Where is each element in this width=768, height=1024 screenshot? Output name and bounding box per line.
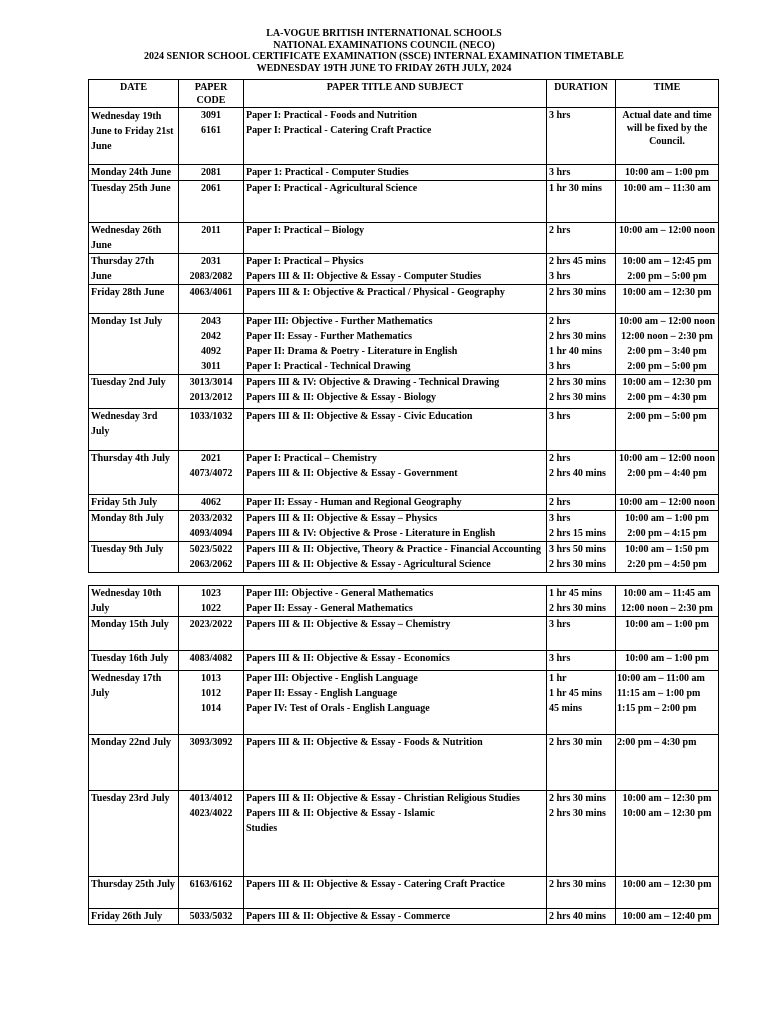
paper-code: 2023/2022 — [189, 619, 233, 630]
paper-title: Papers III & II: Objective & Essay - Agricultural Science — [246, 559, 491, 570]
exam-date: Thursday 4th July — [89, 451, 179, 495]
time-cell — [616, 542, 719, 573]
paper-title: Paper II: Essay - General Mathematics — [246, 603, 413, 614]
duration: 2 hrs 45 mins — [549, 256, 606, 267]
time-cell — [616, 285, 719, 314]
exam-date: Monday 8th July — [89, 511, 179, 542]
paper-title: Paper II: Essay - Human and Regional Geography — [246, 497, 462, 508]
table-row — [89, 285, 719, 314]
table-row — [89, 542, 719, 573]
table-row — [89, 511, 719, 542]
time-cell — [616, 451, 719, 495]
duration: 2 hrs 15 mins — [549, 528, 606, 539]
paper-code-cell — [179, 108, 244, 165]
table-row — [89, 735, 719, 791]
duration: 2 hrs 40 mins — [549, 468, 606, 479]
time-slot: 11:15 am – 1:00 pm — [617, 688, 701, 699]
duration: 3 hrs — [549, 411, 571, 422]
duration: 2 hrs — [549, 225, 571, 236]
paper-code: 4083/4082 — [189, 653, 233, 664]
paper-code: 1014 — [201, 703, 221, 714]
time-slot: 10:00 am – 1:00 pm — [625, 619, 709, 630]
exam-date: Monday 1st July — [89, 314, 179, 375]
time-slot: 12:00 noon – 2:30 pm — [621, 331, 713, 342]
duration: 3 hrs — [549, 619, 571, 630]
paper-title-cell — [244, 451, 547, 495]
time-cell — [616, 617, 719, 651]
paper-code-cell — [179, 617, 244, 651]
timetable-part-2 — [88, 585, 719, 925]
time-cell — [616, 375, 719, 409]
duration: 3 hrs — [549, 361, 571, 372]
paper-code: 4062 — [201, 497, 221, 508]
time-cell — [616, 791, 719, 877]
paper-code: 1012 — [201, 688, 221, 699]
duration: 45 mins — [549, 703, 583, 714]
paper-title: Papers III & II: Objective & Essay - Biology — [246, 392, 436, 403]
table-row — [89, 451, 719, 495]
paper-title-cell — [244, 586, 547, 617]
paper-code: 4063/4061 — [189, 287, 233, 298]
table-row — [89, 495, 719, 511]
duration-cell — [547, 451, 616, 495]
paper-title: Paper 1: Practical - Computer Studies — [246, 167, 409, 178]
time-slot: 2:00 pm – 4:30 pm — [627, 392, 707, 403]
exam-date: Tuesday 9th July — [89, 542, 179, 573]
paper-code: 2031 — [201, 256, 221, 267]
table-row — [89, 617, 719, 651]
duration: 3 hrs — [549, 110, 571, 121]
time-cell — [616, 495, 719, 511]
paper-title: Paper II: Drama & Poetry - Literature in English — [246, 346, 458, 357]
paper-code-cell — [179, 735, 244, 791]
exam-date: Wednesday 17th July — [89, 671, 179, 735]
duration-cell — [547, 181, 616, 223]
time-cell — [616, 181, 719, 223]
paper-title: Papers III & II: Objective & Essay - Foods & Nutrition — [246, 737, 483, 748]
paper-title: Papers III & II: Objective & Essay – Chemistry — [246, 619, 451, 630]
timetable-part-1 — [88, 79, 719, 573]
time-slot: 10:00 am – 1:50 pm — [625, 544, 709, 555]
paper-code-cell — [179, 671, 244, 735]
paper-title-cell — [244, 877, 547, 909]
paper-code: 1022 — [201, 603, 221, 614]
time-cell — [616, 909, 719, 925]
time-cell — [616, 165, 719, 181]
time-cell — [616, 586, 719, 617]
paper-title: Papers III & II: Objective & Essay - Christian Religious Studies — [246, 793, 520, 804]
paper-code-cell — [179, 223, 244, 254]
school-name: LA-VOGUE BRITISH INTERNATIONAL SCHOOLS — [266, 28, 502, 39]
paper-title: Paper I: Practical - Catering Craft Practice — [246, 125, 432, 136]
duration: 2 hrs — [549, 316, 571, 327]
paper-title: Paper III: Objective - Further Mathematics — [246, 316, 433, 327]
paper-title-cell — [244, 671, 547, 735]
paper-title: Papers III & II: Objective & Essay - Government — [246, 468, 458, 479]
paper-title: Paper I: Practical – Chemistry — [246, 453, 377, 464]
time-note: Actual date and time will be fixed by the Council. — [622, 110, 712, 147]
time-cell — [616, 254, 719, 285]
paper-code: 3093/3092 — [189, 737, 233, 748]
time-cell — [616, 651, 719, 671]
exam-date: Tuesday 25th June — [89, 181, 179, 223]
council-name: NATIONAL EXAMINATIONS COUNCIL (NECO) — [273, 39, 495, 51]
paper-title-cell — [244, 165, 547, 181]
duration: 1 hr 45 mins — [549, 588, 602, 599]
paper-title-cell — [244, 791, 547, 877]
paper-title: Papers III & II: Objective & Essay - Commerce — [246, 911, 451, 922]
time-slot: 10:00 am – 11:30 am — [623, 183, 711, 194]
paper-title: Papers III & II: Objective & Essay - Computer Studies — [246, 271, 482, 282]
column-header-paper-title: PAPER TITLE AND SUBJECT — [244, 80, 547, 108]
exam-date: Friday 28th June — [89, 285, 179, 314]
duration-cell — [547, 877, 616, 909]
duration-cell — [547, 254, 616, 285]
paper-code: 3011 — [201, 361, 221, 372]
duration: 1 hr 45 mins — [549, 688, 602, 699]
duration-cell — [547, 409, 616, 451]
paper-code: 6163/6162 — [189, 879, 233, 890]
duration-cell — [547, 108, 616, 165]
paper-title: Papers III & I: Objective & Practical / Physical - Geography — [246, 287, 505, 298]
paper-code: 2081 — [201, 167, 221, 178]
duration-cell — [547, 651, 616, 671]
paper-code-cell — [179, 791, 244, 877]
duration-cell — [547, 791, 616, 877]
paper-title-cell — [244, 909, 547, 925]
exam-date: Tuesday 16th July — [89, 651, 179, 671]
time-slot: 10:00 am – 1:00 pm — [625, 513, 709, 524]
paper-code-cell — [179, 181, 244, 223]
paper-code-cell — [179, 375, 244, 409]
paper-code: 2042 — [201, 331, 221, 342]
exam-date: Tuesday 2nd July — [89, 375, 179, 409]
exam-date: Thursday 25th July — [89, 877, 179, 909]
paper-title: Paper I: Practical – Biology — [246, 225, 365, 236]
duration: 2 hrs 40 mins — [549, 911, 606, 922]
time-cell — [616, 735, 719, 791]
time-slot: 2:00 pm – 5:00 pm — [627, 411, 707, 422]
exam-date: Wednesday 10th July — [89, 586, 179, 617]
paper-title: Papers III & II: Objective & Essay - Catering Craft Practice — [246, 879, 505, 890]
paper-code: 5033/5032 — [189, 911, 233, 922]
paper-code: 2061 — [201, 183, 221, 194]
paper-title-cell — [244, 375, 547, 409]
time-cell — [616, 671, 719, 735]
paper-code-cell — [179, 314, 244, 375]
exam-date: Wednesday 19th June to Friday 21st June — [89, 108, 179, 165]
paper-title: Papers III & II: Objective, Theory & Practice - Financial Accounting — [246, 544, 542, 555]
duration-cell — [547, 586, 616, 617]
paper-code: 1033/1032 — [189, 411, 233, 422]
exam-date: Monday 22nd July — [89, 735, 179, 791]
time-slot: 2:00 pm – 5:00 pm — [627, 361, 707, 372]
paper-code: 2083/2082 — [189, 271, 233, 282]
paper-title: Papers III & II: Objective & Essay - Civic Education — [246, 411, 473, 422]
paper-title-cell — [244, 651, 547, 671]
paper-title-cell — [244, 511, 547, 542]
time-cell — [616, 223, 719, 254]
document-header — [0, 28, 768, 74]
table-row — [89, 877, 719, 909]
duration-cell — [547, 375, 616, 409]
paper-title: Paper II: Essay - Further Mathematics — [246, 331, 412, 342]
column-header-paper-code: PAPER CODE — [179, 80, 244, 108]
paper-code-cell — [179, 651, 244, 671]
exam-title: 2024 SENIOR SCHOOL CERTIFICATE EXAMINATION (SSCE) INTERNAL EXAMINATION TIMETABLE — [144, 51, 624, 63]
paper-code-cell — [179, 511, 244, 542]
duration: 2 hrs 30 mins — [549, 331, 606, 342]
exam-date: Tuesday 23rd July — [89, 791, 179, 877]
time-slot: 10:00 am – 12:40 pm — [622, 911, 712, 922]
duration-cell — [547, 223, 616, 254]
paper-title: Papers III & IV: Objective & Prose - Literature in English — [246, 528, 496, 539]
duration: 3 hrs — [549, 653, 571, 664]
paper-code: 4092 — [201, 346, 221, 357]
duration: 2 hrs 30 mins — [549, 793, 606, 804]
paper-code: 3091 — [201, 110, 221, 121]
time-slot: 10:00 am – 12:45 pm — [622, 256, 712, 267]
time-slot: 12:00 noon – 2:30 pm — [621, 603, 713, 614]
duration: 2 hrs — [549, 497, 571, 508]
table-row — [89, 409, 719, 451]
paper-title-cell — [244, 314, 547, 375]
duration-cell — [547, 617, 616, 651]
duration-cell — [547, 735, 616, 791]
duration-cell — [547, 285, 616, 314]
exam-period: WEDNESDAY 19TH JUNE TO FRIDAY 26TH JULY, 2024 — [256, 62, 512, 74]
duration: 2 hrs 30 mins — [549, 559, 606, 570]
paper-code: 3013/3014 — [189, 377, 233, 388]
time-cell — [616, 511, 719, 542]
paper-code-cell — [179, 165, 244, 181]
exam-date: Friday 5th July — [89, 495, 179, 511]
time-cell — [616, 877, 719, 909]
paper-code: 1013 — [201, 673, 221, 684]
exam-date: Monday 24th June — [89, 165, 179, 181]
time-slot: 2:00 pm – 4:40 pm — [627, 468, 707, 479]
table-row — [89, 181, 719, 223]
paper-title-cell — [244, 735, 547, 791]
duration: 3 hrs — [549, 271, 571, 282]
paper-code-cell — [179, 409, 244, 451]
paper-code: 2063/2062 — [189, 559, 233, 570]
duration: 2 hrs 30 mins — [549, 392, 606, 403]
duration: 2 hrs 30 mins — [549, 287, 606, 298]
paper-title: Paper II: Essay - English Language — [246, 688, 398, 699]
paper-code: 4013/4012 — [189, 793, 233, 804]
paper-title: Paper I: Practical – Physics — [246, 256, 364, 267]
paper-code-cell — [179, 586, 244, 617]
duration-cell — [547, 542, 616, 573]
time-slot: 10:00 am – 12:00 noon — [618, 316, 716, 327]
column-header-date: DATE — [89, 80, 179, 108]
time-slot: 10:00 am – 11:00 am — [617, 673, 705, 684]
column-header-duration: DURATION — [547, 80, 616, 108]
time-cell — [616, 314, 719, 375]
paper-title: Papers III & II: Objective & Essay - Economics — [246, 653, 450, 664]
duration: 3 hrs 50 mins — [549, 544, 606, 555]
paper-title-cell — [244, 617, 547, 651]
paper-title: Paper III: Objective - General Mathematics — [246, 588, 434, 599]
time-slot: 2:00 pm – 4:30 pm — [617, 737, 697, 748]
paper-code-cell — [179, 909, 244, 925]
column-header-time: TIME — [616, 80, 719, 108]
time-slot: 10:00 am – 12:00 noon — [618, 453, 716, 464]
table-row — [89, 254, 719, 285]
paper-code-cell — [179, 495, 244, 511]
table-row — [89, 791, 719, 877]
table-row — [89, 671, 719, 735]
duration: 1 hr 30 mins — [549, 183, 602, 194]
paper-title-cell — [244, 409, 547, 451]
table-row — [89, 108, 719, 165]
exam-date: Wednesday 26th June — [89, 223, 179, 254]
time-slot: 10:00 am – 12:00 noon — [618, 225, 716, 236]
paper-code: 1023 — [201, 588, 221, 599]
duration-cell — [547, 909, 616, 925]
exam-date: Wednesday 3rd July — [89, 409, 179, 451]
paper-title: Papers III & II: Objective & Essay – Physics — [246, 513, 438, 524]
paper-title: Paper I: Practical - Foods and Nutrition — [246, 110, 417, 121]
paper-code: 4073/4072 — [189, 468, 233, 479]
paper-code: 5023/5022 — [189, 544, 233, 555]
table-row — [89, 375, 719, 409]
exam-date: Thursday 27th June — [89, 254, 179, 285]
paper-code-cell — [179, 451, 244, 495]
time-slot: 2:00 pm – 4:15 pm — [627, 528, 707, 539]
duration: 2 hrs 30 mins — [549, 377, 606, 388]
exam-date: Monday 15th July — [89, 617, 179, 651]
table-row — [89, 165, 719, 181]
paper-code: 2033/2032 — [189, 513, 233, 524]
time-slot: 10:00 am – 12:30 pm — [622, 879, 712, 890]
duration: 2 hrs 30 mins — [549, 879, 606, 890]
time-cell — [616, 108, 719, 165]
time-slot: 10:00 am – 1:00 pm — [625, 653, 709, 664]
paper-code: 2021 — [201, 453, 221, 464]
duration: 3 hrs — [549, 513, 571, 524]
table-row — [89, 223, 719, 254]
paper-title: Papers III & IV: Objective & Drawing - Technical Drawing — [246, 377, 500, 388]
duration-cell — [547, 511, 616, 542]
exam-date: Friday 26th July — [89, 909, 179, 925]
duration-cell — [547, 495, 616, 511]
paper-code-cell — [179, 285, 244, 314]
paper-code-cell — [179, 542, 244, 573]
paper-title: Paper IV: Test of Orals - English Language — [246, 703, 430, 714]
time-slot: 2:00 pm – 3:40 pm — [627, 346, 707, 357]
paper-title-cell — [244, 181, 547, 223]
table-row — [89, 909, 719, 925]
paper-code: 4093/4094 — [189, 528, 233, 539]
time-slot: 2:20 pm – 4:50 pm — [627, 559, 707, 570]
paper-code: 2013/2012 — [189, 392, 233, 403]
duration: 2 hrs 30 mins — [549, 603, 606, 614]
duration: 2 hrs 30 min — [549, 737, 603, 748]
paper-code-cell — [179, 877, 244, 909]
time-cell — [616, 409, 719, 451]
duration-cell — [547, 671, 616, 735]
time-slot: 10:00 am – 12:00 noon — [618, 497, 716, 508]
time-slot: 10:00 am – 12:30 pm — [622, 808, 712, 819]
paper-title: Paper I: Practical - Technical Drawing — [246, 361, 411, 372]
time-slot: 1:15 pm – 2:00 pm — [617, 703, 697, 714]
paper-title-cell — [244, 108, 547, 165]
duration: 2 hrs — [549, 453, 571, 464]
time-slot: 2:00 pm – 5:00 pm — [627, 271, 707, 282]
time-slot: 10:00 am – 11:45 am — [623, 588, 711, 599]
paper-code: 2043 — [201, 316, 221, 327]
duration-cell — [547, 165, 616, 181]
duration: 1 hr 40 mins — [549, 346, 602, 357]
time-slot: 10:00 am – 12:30 pm — [622, 287, 712, 298]
paper-title-cell — [244, 495, 547, 511]
table-row — [89, 651, 719, 671]
duration: 1 hr — [549, 673, 567, 684]
table-row — [89, 314, 719, 375]
time-slot: 10:00 am – 12:30 pm — [622, 377, 712, 388]
paper-code-cell — [179, 254, 244, 285]
paper-title: Papers III & II: Objective & Essay - Islamic Studies — [246, 808, 435, 834]
paper-title-cell — [244, 223, 547, 254]
paper-code: 6161 — [201, 125, 221, 136]
paper-title-cell — [244, 254, 547, 285]
duration-cell — [547, 314, 616, 375]
paper-title-cell — [244, 285, 547, 314]
time-slot: 10:00 am – 12:30 pm — [622, 793, 712, 804]
paper-code: 4023/4022 — [189, 808, 233, 819]
paper-title: Paper III: Objective - English Language — [246, 673, 418, 684]
paper-title: Paper I: Practical - Agricultural Science — [246, 183, 418, 194]
time-slot: 10:00 am – 1:00 pm — [625, 167, 709, 178]
table-row — [89, 586, 719, 617]
paper-code: 2011 — [201, 225, 221, 236]
duration: 2 hrs 30 mins — [549, 808, 606, 819]
paper-title-cell — [244, 542, 547, 573]
duration: 3 hrs — [549, 167, 571, 178]
